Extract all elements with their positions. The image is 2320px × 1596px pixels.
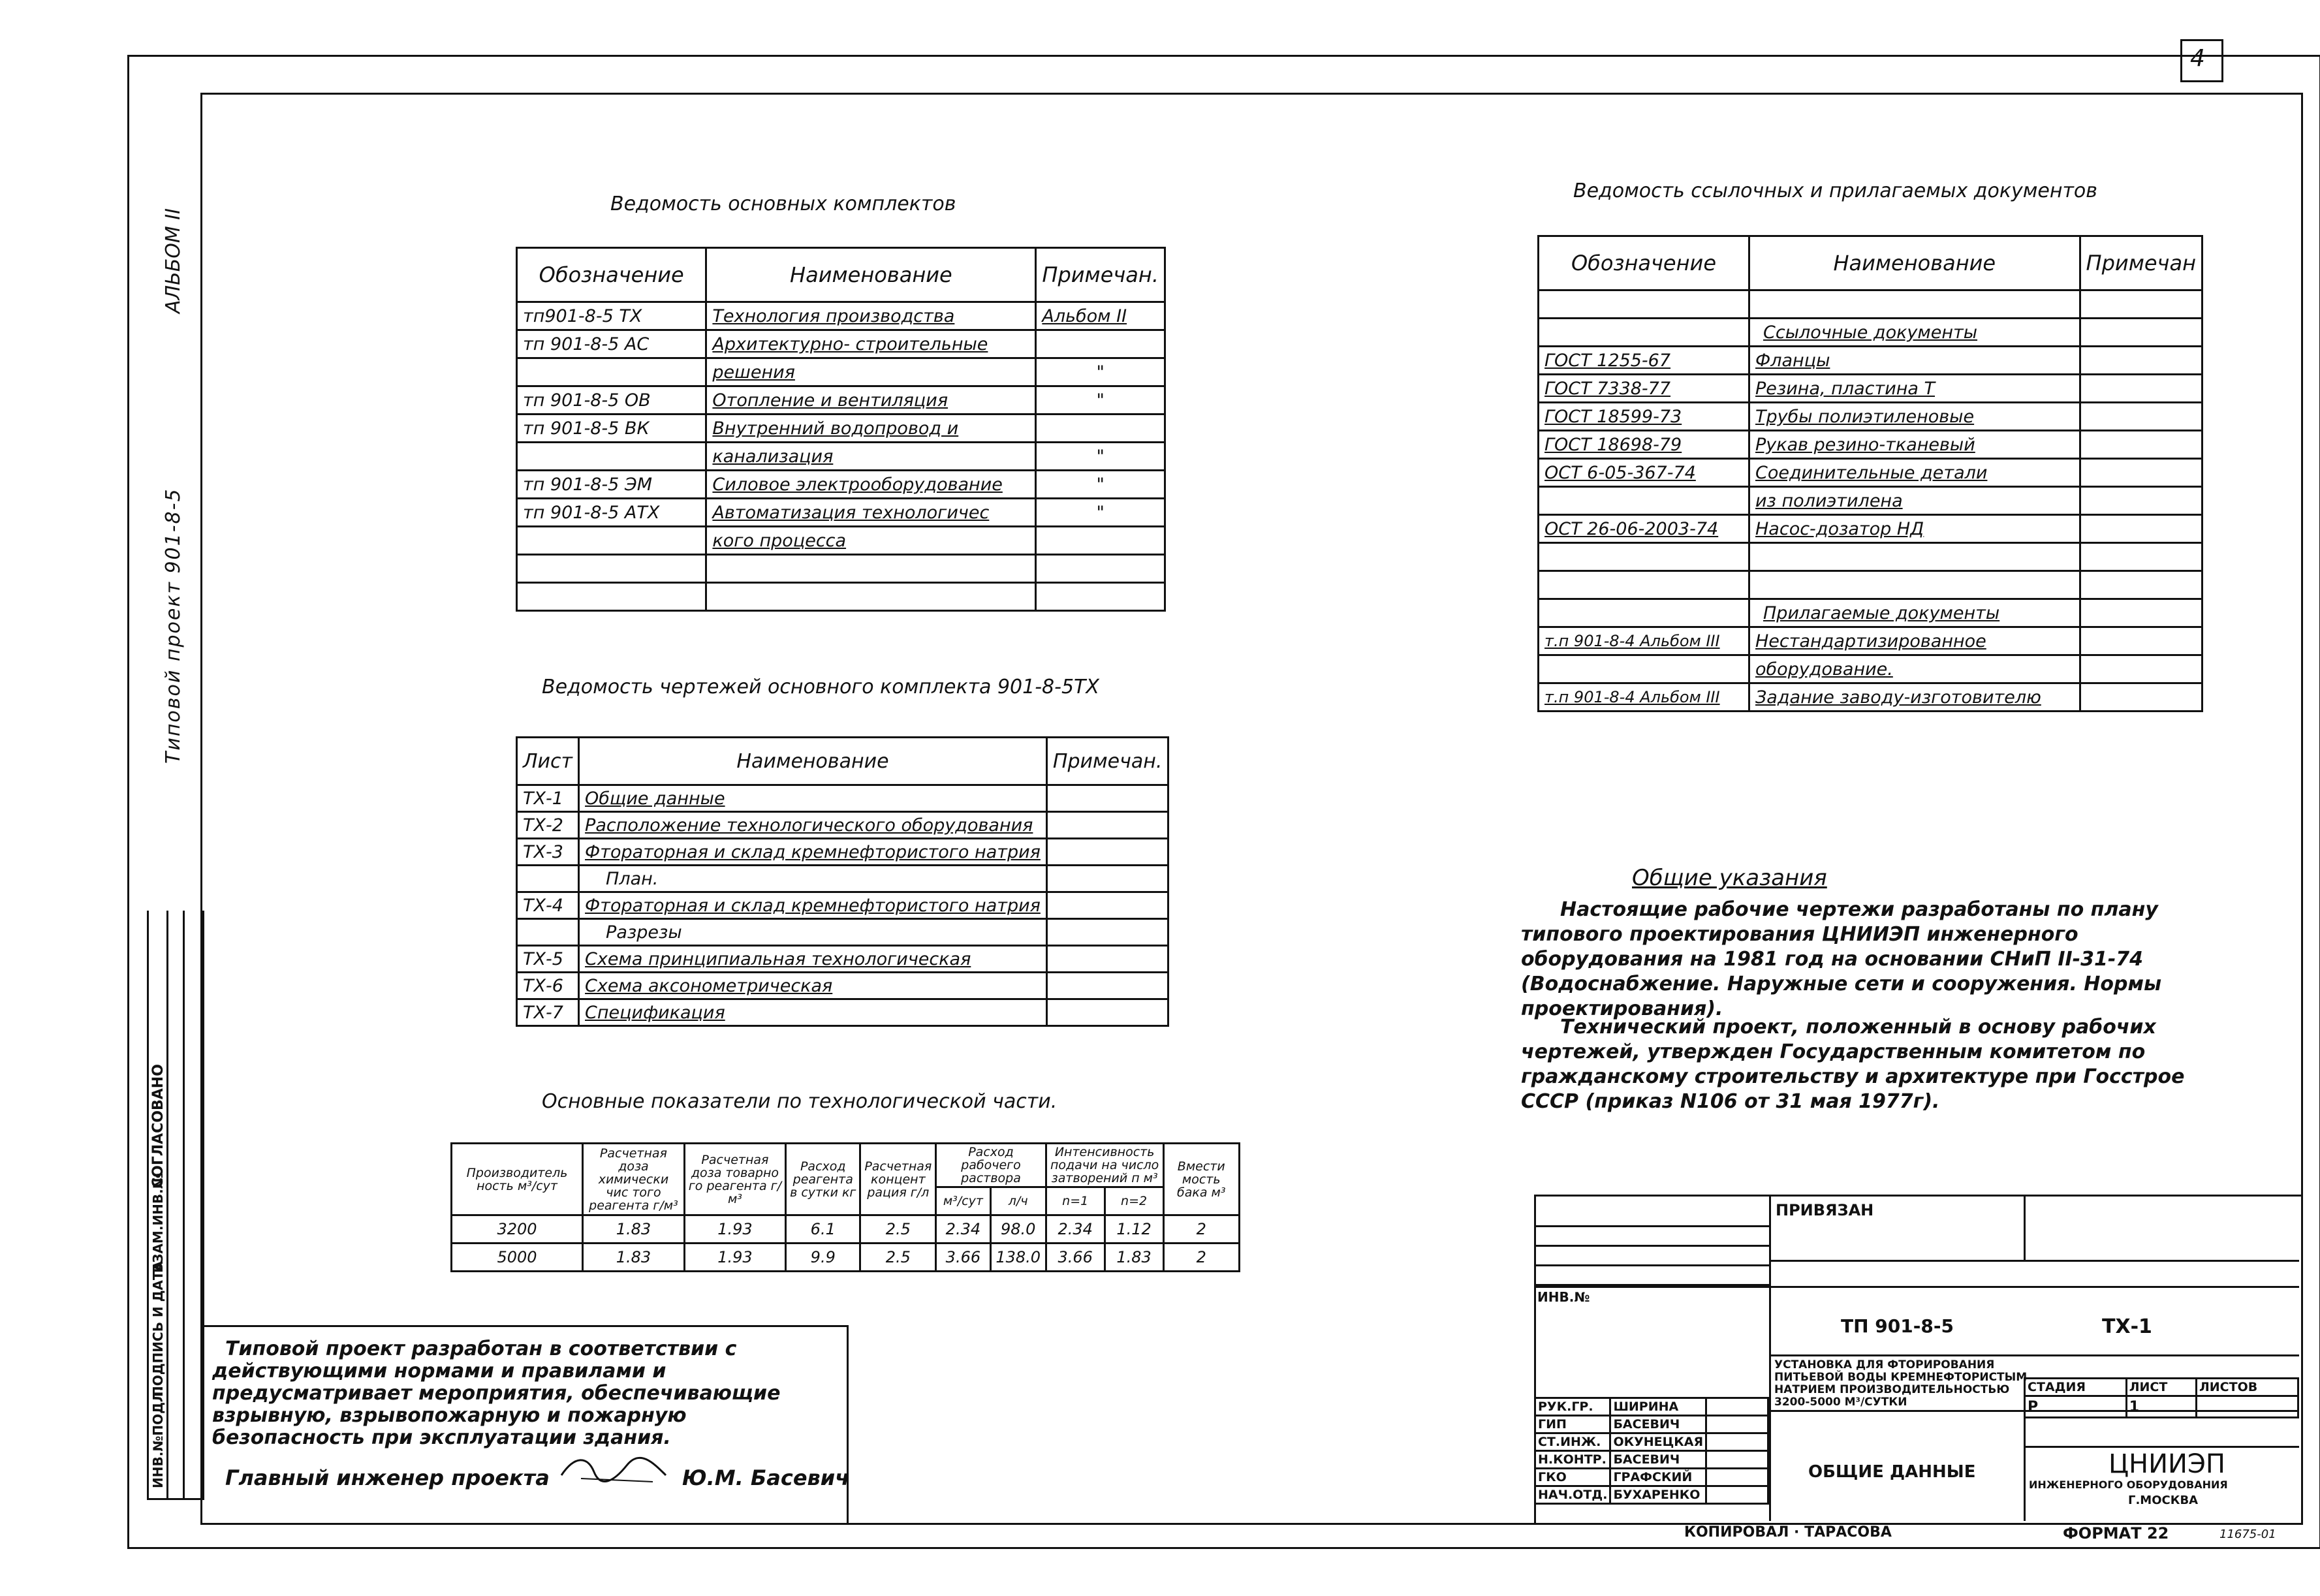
table-row: тп 901-8-5 АТХ Автоматизация технологичес ": [517, 499, 1165, 527]
general-p2: Технический проект, положенный в основу рабочих чертежей, утвержден Государственным комитетом по гражданскому строительству и архитектуре при Госстрое СССР (приказ N106 от 31 мая 1977г).: [1521, 1016, 2185, 1113]
engineer-label: Главный инженер проекта: [225, 1465, 550, 1490]
side-strip-divider2: [183, 911, 185, 1498]
table-row: План.: [517, 866, 1168, 892]
refs-table: [1537, 235, 2203, 712]
stamp-org-sub: ИНЖЕНЕРНОГО ОБОРУДОВАНИЯ: [2029, 1479, 2228, 1491]
stamp-vline-mid: [2024, 1410, 2026, 1521]
indicators-title: Основные показатели по технологической части.: [542, 1090, 1058, 1113]
drawings-title: Ведомость чертежей основного комплекта 901-8-5ТХ: [542, 676, 1099, 698]
table-row: т.п 901-8-4 Альбом III Нестандартизированное: [1539, 627, 2202, 655]
stamp-inv: ИНВ.№: [1537, 1289, 1590, 1305]
table-row: кого процесса: [517, 527, 1165, 555]
compliance-text: Типовой проект разработан в соответствии с действующими нормами и правилами и предусматривает мероприятия, обеспечивающие взрывную, взрывопожарную и пожарную безопасность при эксплуатации здания.: [212, 1338, 781, 1449]
stamp-bound: ПРИВЯЗАН: [1776, 1201, 1874, 1219]
table-row: ТХ-6 Схема аксонометрическая: [517, 973, 1168, 999]
table-row: из полиэтилена: [1539, 487, 2202, 515]
table-row: канализация ": [517, 443, 1165, 471]
stamp-order-no: 11675-01: [2219, 1527, 2276, 1541]
table-row: [517, 555, 1165, 583]
stamp-vline-right: [2024, 1195, 2026, 1260]
table-row: [1539, 290, 2202, 319]
table-row: тп 901-8-5 ЭМ Силовое электрооборудование ": [517, 471, 1165, 499]
stage-table: [2024, 1377, 2299, 1418]
stamp-code: ТП 901-8-5: [1841, 1315, 1954, 1337]
kits-header-name: Наименование: [706, 248, 1036, 302]
sheet-number: 4: [2190, 45, 2205, 72]
table-row: решения ": [517, 358, 1165, 386]
refs-header-name: Наименование: [1749, 236, 2080, 290]
side-col-inv: ИНВ.№ПОДЛ.: [150, 1386, 166, 1488]
table-row: тп901-8-5 ТХ Технология производства Альбом II: [517, 302, 1165, 330]
kits-header-code: Обозначение: [517, 248, 706, 302]
kits-title: Ведомость основных комплектов: [610, 193, 956, 215]
stage-val-sheet: 1: [2126, 1396, 2196, 1418]
drawings-header-sheet: Лист: [517, 738, 579, 785]
stamp-org-name: ЦНИИЭП: [2108, 1449, 2225, 1479]
ind-sub-lh: л/ч: [990, 1187, 1046, 1215]
table-row: ТХ-7 Спецификация: [517, 999, 1168, 1026]
side-strip-divider1: [166, 911, 168, 1498]
table-row: оборудование.: [1539, 655, 2202, 683]
table-row: ГИП БАСЕВИЧ: [1535, 1416, 1768, 1433]
table-row: Разрезы: [517, 919, 1168, 946]
table-row: ГОСТ 1255-67 Фланцы: [1539, 347, 2202, 375]
refs-header-code: Обозначение: [1539, 236, 1749, 290]
ind-header-solution: Расход рабочего раствора: [936, 1144, 1046, 1187]
table-row: тп 901-8-5 ОВ Отопление и вентиляция ": [517, 386, 1165, 415]
stamp-copied: КОПИРОВАЛ · ТАРАСОВА: [1684, 1524, 1892, 1541]
table-row: Прилагаемые документы: [1539, 599, 2202, 627]
ind-sub-n1: n=1: [1046, 1187, 1105, 1215]
stamp-hline3: [1769, 1354, 2299, 1356]
kits-header-note: Примечан.: [1036, 248, 1165, 302]
drawings-header-name: Наименование: [579, 738, 1047, 785]
table-row: Ссылочные документы: [1539, 319, 2202, 347]
stamp-sheet-code: ТХ-1: [2102, 1315, 2152, 1338]
table-row: СТ.ИНЖ. ОКУНЕЦКАЯ: [1535, 1433, 1768, 1451]
side-col-sign: ПОДПИСЬ И ДАТА: [150, 1260, 166, 1397]
stamp-sheet-name: ОБЩИЕ ДАННЫЕ: [1808, 1462, 1976, 1482]
stamp-hline1: [1769, 1260, 2299, 1262]
table-row: 5000 1.83 1.93 9.9 2.5 3.66 138.0 3.66 1.83 2: [452, 1244, 1240, 1272]
stamp-hline2: [1534, 1286, 2299, 1288]
ind-header-capacity: Производитель ность м³/сут: [452, 1144, 583, 1215]
stamp-hline5: [2024, 1446, 2299, 1448]
table-row: ТХ-3 Фтораторная и склад кремнефтористого натрия: [517, 839, 1168, 866]
table-row: ОСТ 6-05-367-74 Соединительные детали: [1539, 459, 2202, 487]
indicators-table: [450, 1142, 1240, 1272]
stage-val-stage: Р: [2025, 1396, 2127, 1418]
ind-header-intensity: Интенсивность подачи на число затворений п м³: [1046, 1144, 1163, 1187]
general-title: Общие указания: [1632, 865, 1827, 891]
stamp-org-city: Г.МОСКВА: [2128, 1494, 2199, 1507]
ind-header-consumption: Расход реагента в сутки кг: [786, 1144, 860, 1215]
side-col-replace: ВЗАМ.ИНВ.№: [150, 1173, 166, 1273]
table-row: ГОСТ 18698-79 Рукав резино-тканевый: [1539, 431, 2202, 459]
table-row: ОСТ 26-06-2003-74 Насос-дозатор НД: [1539, 515, 2202, 543]
stage-val-sheets: [2197, 1396, 2298, 1418]
people-table: [1534, 1397, 1769, 1505]
refs-header-note: Примечан: [2080, 236, 2202, 290]
refs-title: Ведомость ссылочных и прилагаемых документов: [1573, 180, 2097, 202]
ind-header-tank: Вмести мость бака м³: [1163, 1144, 1240, 1215]
table-row: ГОСТ 18599-73 Трубы полиэтиленовые: [1539, 403, 2202, 431]
stamp-vline-main: [1769, 1195, 1771, 1521]
stamp-description: УСТАНОВКА ДЛЯ ФТОРИРОВАНИЯ ПИТЬЕВОЙ ВОДЫ КРЕМНЕФТОРИСТЫМ НАТРИЕМ ПРОИЗВОДИТЕЛЬНОСТЬЮ 3200-5000 М³/СУТКИ: [1774, 1358, 2028, 1409]
engineer-signature-icon: [555, 1449, 672, 1488]
ind-header-dose-chem: Расчетная доза химически чис того реагента г/м³: [583, 1144, 685, 1215]
ind-header-dose-comm: Расчетная доза товарно го реагента г/м³: [684, 1144, 785, 1215]
table-row: ТХ-2 Расположение технологического оборудования: [517, 812, 1168, 839]
ind-sub-m3: м³/сут: [936, 1187, 990, 1215]
stage-head-sheets: ЛИСТОВ: [2197, 1379, 2298, 1396]
side-album: АЛЬБОМ II: [162, 208, 185, 313]
table-row: ГКО ГРАФСКИЙ: [1535, 1469, 1768, 1486]
stamp-format: ФОРМАТ 22: [2063, 1524, 2169, 1542]
table-row: [517, 583, 1165, 611]
table-row: 3200 1.83 1.93 6.1 2.5 2.34 98.0 2.34 1.12 2: [452, 1215, 1240, 1244]
table-row: РУК.ГР. ШИРИНА: [1535, 1398, 1768, 1416]
table-row: ТХ-4 Фтораторная и склад кремнефтористого натрия: [517, 892, 1168, 919]
table-row: ГОСТ 7338-77 Резина, пластина Т: [1539, 375, 2202, 403]
table-row: ТХ-1 Общие данные: [517, 785, 1168, 812]
stage-head-sheet: ЛИСТ: [2126, 1379, 2196, 1396]
table-row: тп 901-8-5 ВК Внутренний водопровод и: [517, 415, 1165, 443]
ind-header-concentration: Расчетная концент рация г/л: [860, 1144, 936, 1215]
drawings-table: [516, 736, 1169, 1027]
kits-table: [516, 247, 1166, 612]
table-row: тп 901-8-5 АС Архитектурно- строительные: [517, 330, 1165, 358]
stage-head-stage: СТАДИЯ: [2025, 1379, 2127, 1396]
table-row: т.п 901-8-4 Альбом III Задание заводу-изготовителю: [1539, 683, 2202, 712]
ind-sub-n2: n=2: [1105, 1187, 1163, 1215]
table-row: НАЧ.ОТД. БУХАРЕНКО: [1535, 1486, 1768, 1504]
general-p1: Настоящие рабочие чертежи разработаны по плану типового проектирования ЦНИИЭП инженерного оборудования на 1981 год на основании СНиП II-31-74 (Водоснабжение. Наружные сети и сооружения. Нормы проектирования).: [1521, 898, 2162, 1020]
table-row: [1539, 543, 2202, 571]
table-row: Н.КОНТР. БАСЕВИЧ: [1535, 1451, 1768, 1469]
drawings-header-note: Примечан.: [1046, 738, 1168, 785]
stamp-left-grid: [1534, 1208, 1769, 1286]
engineer-name: Ю.М. Басевич: [682, 1465, 850, 1490]
side-project: Типовой проект 901-8-5: [162, 488, 185, 764]
side-approved: СОГЛАСОВАНО: [150, 1064, 166, 1188]
table-row: ТХ-5 Схема принципиальная технологическая: [517, 946, 1168, 973]
sheet-number-box: [2180, 39, 2223, 82]
table-row: [1539, 571, 2202, 599]
